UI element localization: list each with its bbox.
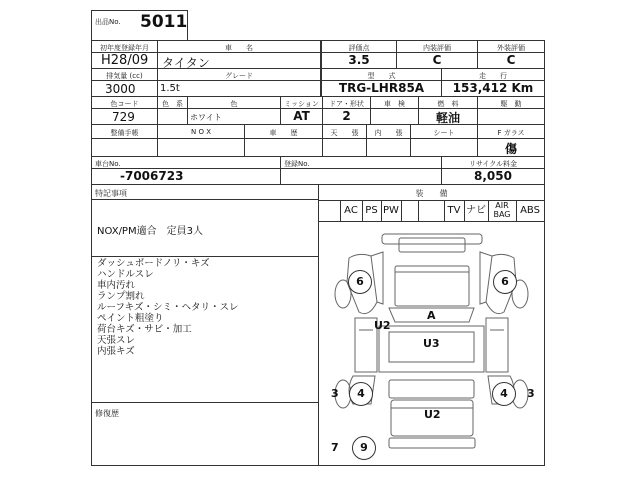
label-f-glass: F ガラス	[497, 129, 525, 137]
notes-line: NOX/PM適合 定員3人	[97, 226, 203, 237]
value-color-code: 729	[112, 110, 135, 124]
mark-right-rear: 4	[492, 382, 516, 406]
remark-line: ハンドルスレ	[97, 269, 154, 280]
remark-line: 天張スレ	[97, 335, 136, 346]
value-car-name: タイタン	[162, 56, 210, 70]
mark-windshield: A	[427, 309, 436, 322]
equipment-item: PW	[383, 205, 399, 216]
label-maintenance: 整備手帳	[110, 129, 139, 137]
mark-left-rear: 4	[349, 382, 373, 406]
label-score: 評価点	[348, 44, 370, 52]
label-doors: ドア・形状	[329, 100, 364, 108]
value-displacement: 3000	[105, 82, 136, 96]
value-grade: 1.5t	[160, 83, 180, 94]
value-recycle: 8,050	[474, 169, 512, 183]
label-model: 型 式	[367, 72, 396, 80]
value-model: TRG-LHR85A	[338, 81, 425, 95]
label-notes: 特記事項	[95, 189, 127, 198]
mark-rear-panel: U2	[424, 408, 441, 421]
label-color: 色	[230, 100, 238, 108]
value-transmission: AT	[293, 109, 310, 123]
label-recycle: リサイクル料金	[468, 160, 518, 168]
label-reg-no: 登録No.	[284, 160, 310, 168]
value-interior: C	[432, 53, 442, 67]
label-sunroof: 天 張	[330, 129, 359, 137]
label-seat: シート	[433, 129, 455, 137]
equipment-item: ABS	[520, 205, 540, 216]
value-doors: 2	[342, 109, 351, 123]
remark-line: 車内汚れ	[97, 280, 136, 291]
value-chassis: -7006723	[120, 169, 184, 183]
label-mileage: 走 行	[479, 72, 507, 80]
label-first-reg: 初年度登録年月	[100, 44, 149, 52]
equipment-item: AC	[344, 205, 358, 216]
remark-line: ダッシュボードノリ・キズ	[97, 258, 210, 269]
label-displacement: 排気量 (cc)	[106, 72, 143, 80]
label-fuel: 燃 料	[437, 100, 459, 108]
label-color-system: 色 系	[162, 100, 183, 108]
mark-left-rear-outer: 3	[331, 387, 339, 400]
mark-left-door: U2	[374, 319, 391, 332]
mark-bottom-left-outer: 7	[331, 441, 339, 454]
mark-right-rear-outer: 3	[527, 387, 535, 400]
lot-label: 出品No.	[95, 18, 121, 26]
label-drive: 駆 動	[500, 100, 522, 108]
value-score: 3.5	[348, 53, 370, 67]
mark-center: U3	[423, 337, 440, 350]
label-interior-cond: 内 張	[374, 129, 403, 137]
mark-left-front: 6	[348, 270, 372, 294]
remark-line: ペイント粗塗り	[97, 313, 164, 324]
label-repair: 修復歴	[95, 409, 119, 418]
label-exterior: 外装評価	[497, 44, 525, 52]
mark-right-front: 6	[493, 270, 517, 294]
label-car-name: 車 名	[225, 44, 253, 52]
label-capacity: 車 検	[384, 100, 405, 108]
equipment-item: AIR BAG	[493, 201, 511, 219]
value-exterior: C	[506, 53, 516, 67]
label-color-code: 色コード	[110, 100, 139, 108]
value-first-reg: H28/09	[101, 53, 149, 68]
equipment-item: PS	[365, 205, 378, 216]
remark-line: 内張キズ	[97, 346, 135, 357]
value-color: ホワイト	[190, 113, 222, 122]
remark-line: 荷台キズ・サビ・加工	[97, 324, 192, 335]
value-f-glass: 傷	[504, 142, 517, 156]
label-nox: N O X	[191, 128, 211, 136]
label-equipment: 装 備	[415, 189, 448, 198]
value-fuel: 軽油	[435, 111, 460, 125]
mark-bottom-left: 9	[352, 436, 376, 460]
remark-line: ランプ割れ	[97, 291, 145, 302]
label-interior: 内装評価	[423, 44, 451, 52]
equipment-item: ナビ	[466, 205, 486, 216]
value-mileage: 153,412 Km	[452, 81, 534, 95]
lot-number: 5011	[140, 12, 188, 32]
equipment-item: TV	[447, 205, 461, 216]
label-chassis: 車台No.	[95, 160, 121, 168]
label-transmission: ミッション	[284, 100, 319, 108]
label-grade: グレード	[225, 72, 253, 80]
remark-line: ルーフキズ・シミ・ヘタリ・スレ	[97, 302, 239, 313]
label-history: 車 歴	[269, 129, 298, 137]
